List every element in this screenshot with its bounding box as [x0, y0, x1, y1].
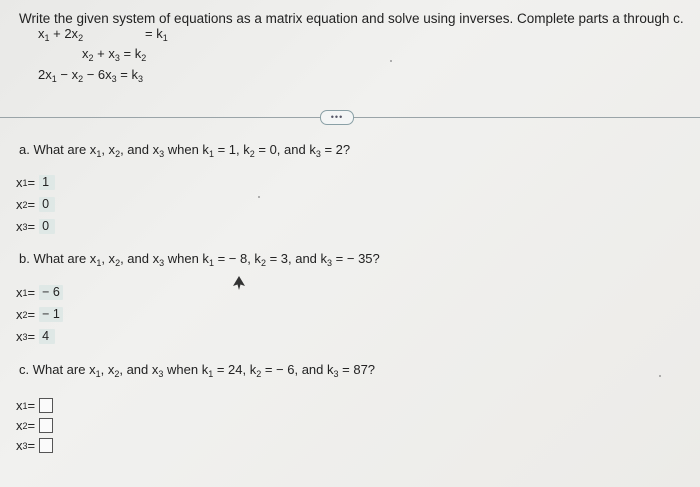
equation-1	[38, 26, 168, 43]
qb-sub: 2	[260, 258, 266, 268]
answer-a-x3[interactable]: 0	[39, 219, 55, 234]
qa-sub: 3	[159, 149, 165, 159]
qc-text: , and x	[119, 362, 159, 377]
equals-sign: =	[27, 175, 36, 190]
qc-text: when k	[163, 362, 209, 377]
eq3-term-c-sub: 3	[111, 74, 117, 84]
var-sub: 2	[22, 420, 28, 431]
mouse-pointer-icon	[233, 276, 245, 290]
var-label: x	[16, 175, 23, 190]
answer-a-x3-row	[16, 219, 55, 234]
var-label: x	[16, 197, 23, 212]
qa-text: , and x	[120, 142, 160, 157]
qc-sub: 1	[208, 369, 214, 379]
equals-sign: =	[27, 398, 36, 413]
var-label: x	[16, 398, 23, 413]
qc-sub: 2	[256, 369, 262, 379]
var-label: x	[16, 329, 23, 344]
qc-sub: 2	[114, 369, 120, 379]
answer-c-x3-input[interactable]	[39, 438, 53, 453]
eq3-term-b: − x	[56, 67, 79, 82]
eq2-rhs	[123, 46, 146, 61]
qb-text: when k	[164, 251, 209, 266]
qb-text: = − 35?	[332, 251, 380, 266]
var-label: x	[16, 219, 23, 234]
eq1-term-a-sub: 1	[44, 33, 50, 43]
qc-text: , x	[100, 362, 115, 377]
equals-sign: =	[27, 219, 36, 234]
eq2-rhs-text: = k	[123, 46, 142, 61]
answer-c-x3-row	[16, 438, 53, 453]
qb-sub: 3	[159, 258, 165, 268]
qa-text: = 2?	[320, 142, 351, 157]
var-sub: 3	[22, 440, 28, 451]
answer-c-x2-row	[16, 418, 53, 433]
var-sub: 1	[22, 177, 28, 188]
answer-b-x2-row	[16, 307, 63, 322]
answer-a-x2[interactable]: 0	[39, 197, 55, 212]
answer-b-x3-row	[16, 329, 55, 344]
qa-text: when k	[164, 142, 209, 157]
answer-b-x1-row	[16, 285, 63, 300]
screen-speck	[390, 60, 392, 62]
var-sub: 2	[22, 199, 28, 210]
equals-sign: =	[27, 197, 36, 212]
eq2-rhs-sub: 2	[141, 53, 147, 63]
equation-2	[82, 46, 146, 63]
qb-text: = − 8, k	[213, 251, 261, 266]
qb-text: = 3, and k	[265, 251, 328, 266]
eq3-rhs-text: = k	[120, 67, 138, 82]
answer-b-x1[interactable]: − 6	[39, 285, 63, 300]
qc-text: = 87?	[338, 362, 376, 377]
qa-sub: 1	[96, 149, 102, 159]
screen-speck	[258, 196, 260, 198]
qa-text: a. What are x	[19, 142, 97, 157]
qc-sub: 3	[333, 369, 339, 379]
eq1-rhs-text: = k	[145, 26, 163, 41]
qc-text: = 24, k	[213, 362, 257, 377]
answer-b-x2[interactable]: − 1	[39, 307, 63, 322]
qa-sub: 1	[208, 149, 214, 159]
question-part-b	[19, 251, 380, 268]
qc-sub: 1	[95, 369, 101, 379]
qa-text: = 1, k	[213, 142, 250, 157]
eq3-term-a: 2x	[38, 67, 52, 82]
equals-sign: =	[27, 285, 36, 300]
var-sub: 1	[22, 287, 28, 298]
eq2-term-b: + x	[93, 46, 115, 61]
expand-more-button[interactable]: •••	[320, 110, 354, 125]
qb-text: , x	[101, 251, 116, 266]
instructions: Write the given system of equations as a matrix equation and solve using inverses. Complete parts a through c.	[19, 11, 684, 26]
answer-c-x2-input[interactable]	[39, 418, 53, 433]
var-label: x	[16, 438, 23, 453]
qa-sub: 3	[315, 149, 321, 159]
answer-b-x3[interactable]: 4	[39, 329, 55, 344]
eq1-term-b-sub: 2	[78, 33, 84, 43]
eq3-term-a-sub: 1	[51, 74, 57, 84]
qc-sub: 3	[158, 369, 164, 379]
eq3-rhs-sub: 3	[138, 74, 144, 84]
var-sub: 3	[22, 221, 28, 232]
equals-sign: =	[27, 307, 36, 322]
eq2-term-a-sub: 2	[88, 53, 94, 63]
qa-sub: 2	[115, 149, 121, 159]
question-part-c	[19, 362, 375, 379]
answer-a-x1[interactable]: 1	[39, 175, 55, 190]
equals-sign: =	[27, 329, 36, 344]
qc-text: = − 6, and k	[261, 362, 334, 377]
qa-text: , x	[101, 142, 116, 157]
answer-c-x1-row	[16, 398, 53, 413]
eq3-rhs	[120, 67, 143, 82]
qb-text: b. What are x	[19, 251, 97, 266]
equation-3	[38, 67, 143, 84]
equation-system	[38, 26, 198, 88]
qb-sub: 1	[208, 258, 214, 268]
qb-text: , and x	[120, 251, 160, 266]
eq1-rhs	[145, 26, 168, 43]
qc-text: c. What are x	[19, 362, 96, 377]
var-label: x	[16, 307, 23, 322]
qa-sub: 2	[249, 149, 255, 159]
qa-text: = 0, and k	[254, 142, 316, 157]
eq2-term-b-sub: 3	[114, 53, 120, 63]
equals-sign: =	[27, 418, 36, 433]
eq1-term-b: + 2x	[49, 26, 79, 41]
var-sub: 2	[22, 309, 28, 320]
var-label: x	[16, 418, 23, 433]
eq3-term-b-sub: 2	[78, 74, 84, 84]
var-label: x	[16, 285, 23, 300]
var-sub: 3	[22, 331, 28, 342]
eq1-term-a: x	[38, 26, 45, 41]
qb-sub: 3	[327, 258, 333, 268]
equals-sign: =	[27, 438, 36, 453]
qb-sub: 2	[115, 258, 121, 268]
answer-c-x1-input[interactable]	[39, 398, 53, 413]
answer-a-x2-row	[16, 197, 55, 212]
var-sub: 1	[22, 400, 28, 411]
qb-sub: 1	[96, 258, 102, 268]
eq3-term-c: − 6x	[83, 67, 112, 82]
question-part-a	[19, 142, 350, 159]
screen-speck	[659, 375, 661, 377]
eq2-term-a: x	[82, 46, 89, 61]
eq1-rhs-sub: 1	[162, 33, 168, 43]
answer-a-x1-row	[16, 175, 55, 190]
